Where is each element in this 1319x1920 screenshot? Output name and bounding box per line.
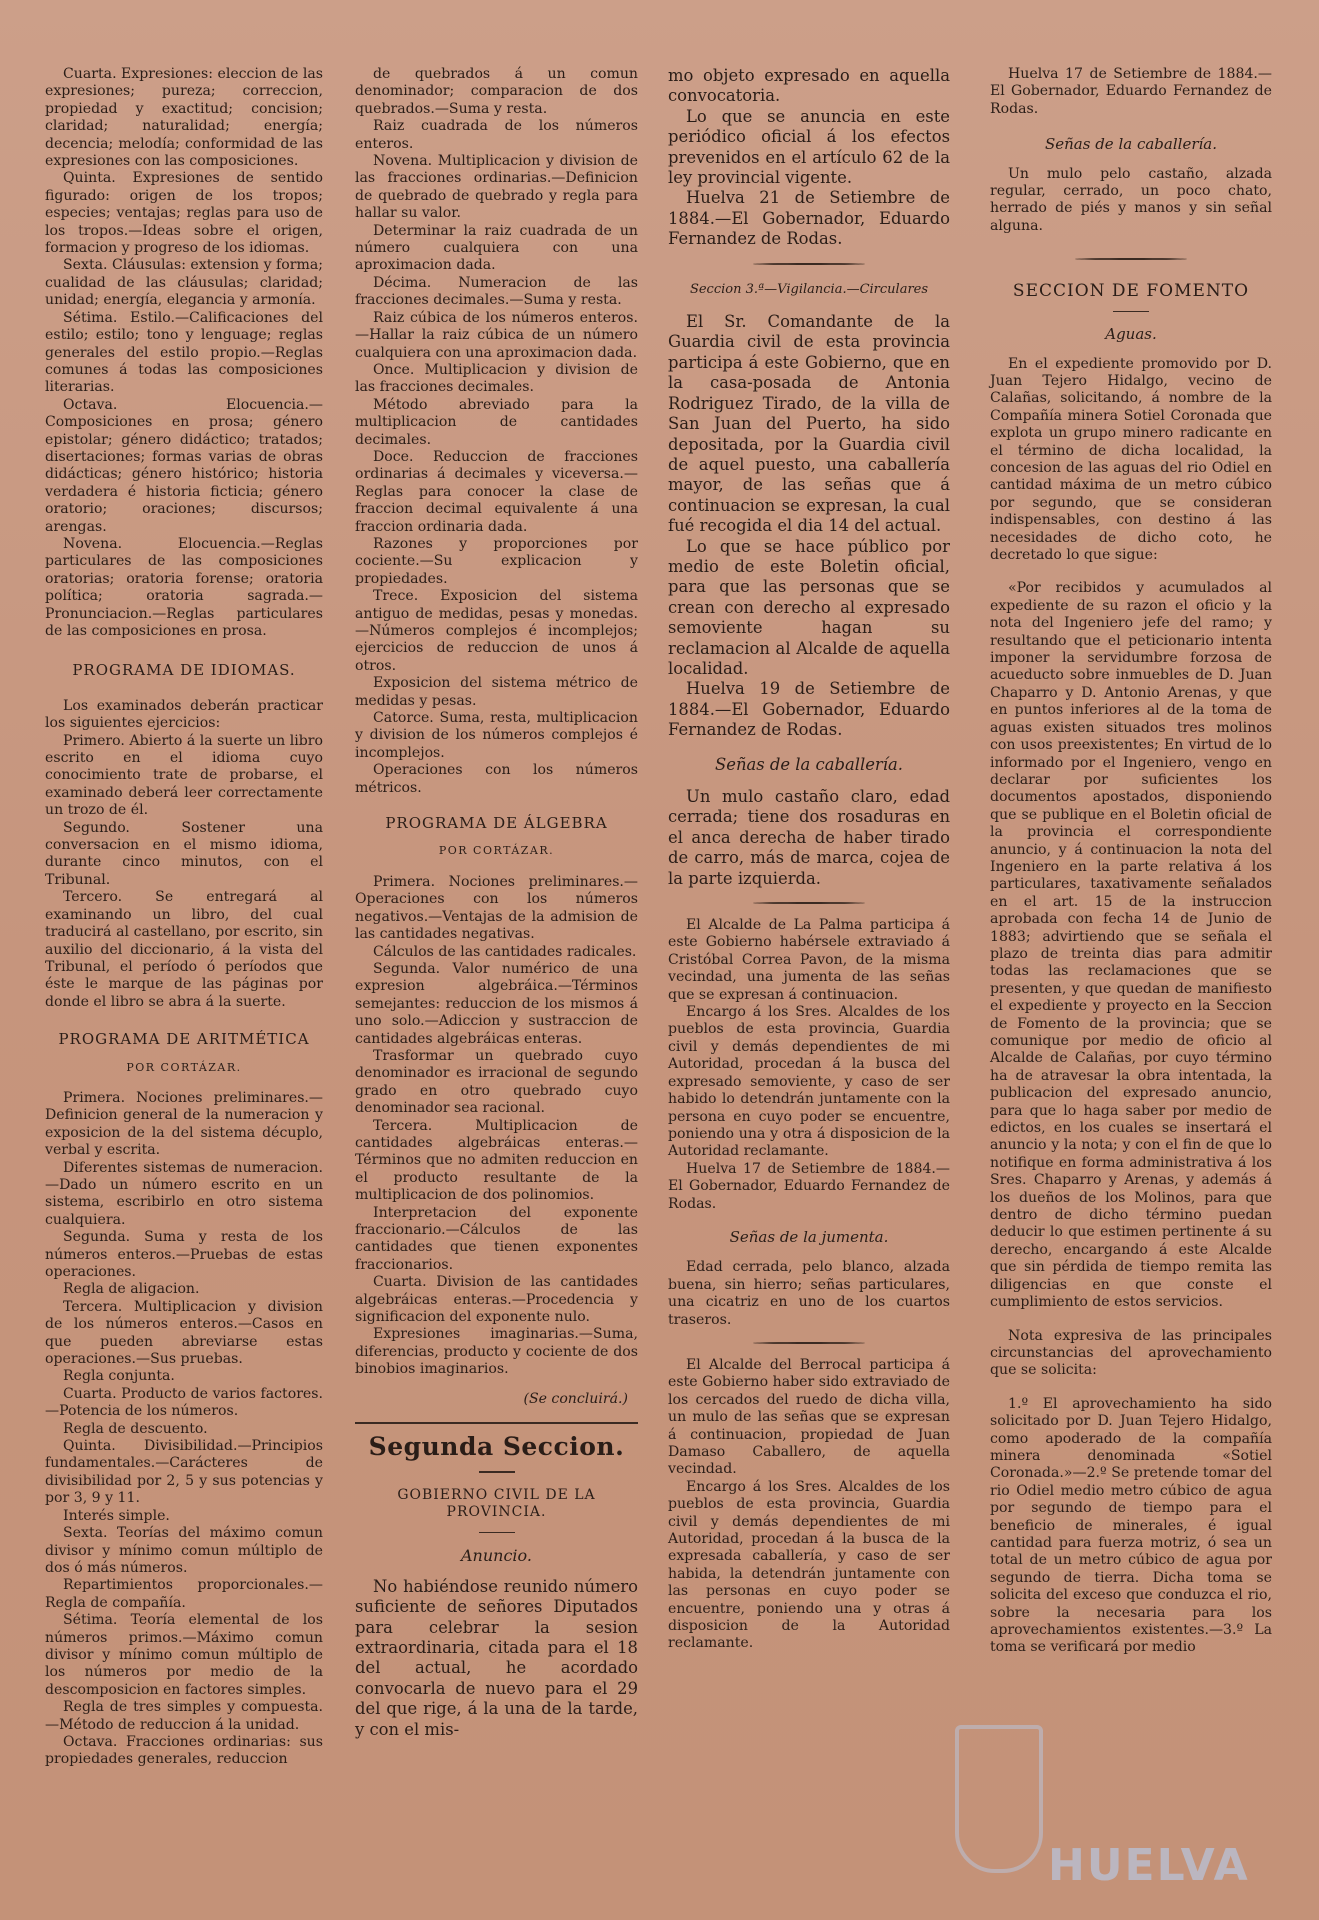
paragraph: En el expediente promovido por D. Juan Tejero Hidalgo, vecino de Calañas, solicitando, á nombre de la Compañía minera Sotiel Coronada que explota un grupo minero radicante en el término de dicha localidad, la concesion de las aguas del rio Odiel en cantidad máxima de un metro cúbico por segundo, que se consideran indispensables, con destino á las necesidades de dicho coto, he decretado lo que sigue: [990,355,1272,564]
paragraph: Cuarta. Producto de varios factores.—Potencia de los números. [45,1385,323,1420]
paragraph: Segundo. Sostener una conversacion en el mismo idioma, durante cinco minutos, con el Tribunal. [45,819,323,888]
description-heading: Señas de la jumenta. [729,1227,889,1246]
paragraph: Expresiones imaginarias.—Suma, diferencias, producto y cociente de dos binobios imaginarios. [355,1326,638,1378]
paragraph: Primera. Nociones preliminares.—Operaciones con los números negativos.—Ventajas de la admision de las cantidades negativas. [355,873,638,943]
paragraph: Sétima. Teoría elemental de los números primos.—Máximo comun divisor y mínimo comun múltiplo de los números por medio de la descomposicion en factores simples. [45,1612,323,1698]
section-heading-algebra: PROGRAMA DE ÁLGEBRA [385,814,608,833]
paragraph: Novena. Multiplicacion y division de las fracciones ordinarias.—Definicion de quebrado de quebrado y regla para hallar su valor. [355,153,638,222]
literature-program-list [45,66,323,640]
aritmetica-list [45,1090,323,1769]
subsection-heading-aguas: Aguas. [1105,325,1157,344]
paragraph: Repartimientos proporcionales.—Regla de compañía. [45,1577,323,1611]
paragraph: El Alcalde del Berrocal participa á este Gobierno haber sido extraviado de los cercados del ruedo de dicha villa, un mulo de las señas que se expresan á continuacion, propiedad de Juan Damaso Caballero, de aquella vecindad. [668,1356,950,1478]
column-1 [45,66,323,1769]
ornament-divider [668,258,950,270]
paragraph: Encargo á los Sres. Alcaldes de los pueblos de esta provincia, Guardia civil y demás dependientes de mi Autoridad, procedan á la busca de la expresada caballería, y caso de ser habida, la detendrán juntamente con las personas en cuyo poder se encuentre, poniendo una y otras á disposicion de la Autoridad reclamante. [668,1478,950,1652]
paragraph: Edad cerrada, pelo blanco, alzada buena, sin hierro; señas particulares, una cicatriz en uno de los cuartos traseros. [668,1259,950,1328]
paragraph: Lo que se anuncia en este periódico oficial á los efectos prevenidos en el artículo 62 de la ley provincial vigente. [668,106,950,188]
announcement-text: No habiéndose reunido número suficiente de señores Diputados para celebrar la sesion extraordinaria, citada para el 18 del actual, he acordado convocarla de nuevo para el 29 del que rige, á la una de la tarde, y con el mis- [355,1576,638,1739]
paragraph: Un mulo pelo castaño, alzada regular, cerrado, un poco chato, herrado de piés y manos y sin señal alguna. [990,165,1272,234]
paragraph: Lo que se hace público por medio de este Boletin oficial, para que las personas que se crean con derecho al expresado semoviente hagan su reclamacion al Alcalde de aquella localidad. [668,536,950,678]
aritmetica-list-continued [355,66,638,797]
ornament-divider [990,253,1272,265]
paragraph: Huelva 21 de Setiembre de 1884.—El Gobernador, Eduardo Fernandez de Rodas. [668,188,950,249]
divider [479,1471,515,1473]
paragraph: Huelva 17 de Setiembre de 1884.—El Gobernador, Eduardo Fernandez de Rodas. [990,66,1272,117]
paragraph: Catorce. Suma, resta, multiplicacion y division de los números complejos é incomplejos. [355,710,638,761]
paragraph: Sétima. Estilo.—Calificaciones del estilo; estilo; tono y lenguage; reglas generales del estilo propio.—Reglas comunes á todas las composiciones literarias. [45,309,323,396]
paragraph: El Sr. Comandante de la Guardia civil de esta provincia participa á este Gobierno, que en la casa-posada de Antonia Rodriguez Tirado, de la villa de San Juan del Puerto, ha sido depositada, por la Guardia civil de aquel puesto, una caballería mayor, de las señas que á continuacion se expresan, la cual fué recogida el dia 14 del actual. [668,312,950,536]
announcement-heading: Anuncio. [461,1546,532,1566]
watermark-shield-icon [955,1725,1043,1873]
paragraph: El Alcalde de La Palma participa á este Gobierno habérsele extraviado á Cristóbal Correa Pavon, de la misma vecindad, una jumenta de las señas que se expresan á continuacion. [668,917,950,1003]
column-4 [990,66,1272,1657]
paragraph: Tercero. Se entregará al examinando un libro, del cual traducirá al castellano, por escrito, sin auxilio del diccionario, á la vista del Tribunal, el período ó períodos que éste le marque de las páginas por donde el libro se abra á la suerte. [45,889,323,1010]
divider [1113,311,1149,313]
paragraph: Regla de tres simples y compuesta.—Método de reduccion á la unidad. [45,1699,323,1733]
paragraph: Segunda. Valor numérico de una expresion algebráica.—Términos semejantes: reduccion de los mismos á uno solo.—Adiccion y sustraccion de cantidades algebráicas enteras. [355,960,638,1047]
paragraph: Regla de aligacion. [63,1281,200,1298]
author-subheading: POR CORTÁZAR. [126,1060,242,1074]
paragraph: Primero. Abierto á la suerte un libro escrito en el idioma cuyo conocimiento trate de probarse, el examinado deberá leer correctamente un trozo de él. [45,732,323,819]
section-heading-aritmetica: PROGRAMA DE ARITMÉTICA [58,1030,310,1049]
section-heading-fomento: SECCION DE FOMENTO [1012,281,1250,302]
paragraph: Regla conjunta. [63,1368,175,1385]
paragraph: Huelva 17 de Setiembre de 1884.—El Gobernador, Eduardo Fernandez de Rodas. [668,1160,950,1212]
paragraph: Nota expresiva de las principales circunstancias del aprovechamiento que se solicita: [990,1327,1272,1379]
author-subheading: POR CORTÁZAR. [438,844,555,858]
paragraph: «Por recibidos y acumulados al expediente de su razon el oficio y la nota del Ingeniero jefe del ramo; y resultando que el peticionario intenta imponer la servidumbre forzosa de acueducto sobre inmuebles de D. Juan Chaparro y D. Antonio Arenas, y que en puntos inferiores al de la toma de aguas existen situados tres molinos con usos preexistentes; En virtud de lo informado por el Ingeniero, vengo en declarar por suficientes los documentos apostados, disponiendo que se publique en el Boletin oficial de la provincia el correspondiente anuncio, y á continuacion la nota del Ingeniero en la parte relativa á los particulares, taxativamente señalados en el art. 15 de la instruccion aprobada con fecha 14 de Junio de 1883; advirtiendo que se señala el plazo de treinta dias para admitir todas las reclamaciones que se presenten, y que quedan de manifiesto el expediente y proyecto en la Seccion de Fomento de la provincia; que se comunique por medio de oficio al Alcalde de Calañas, por cuyo término ha de atravesar la obra intentada, la publicacion del expresado anuncio, para que lo haga saber por medio de edictos, en los cuales se insertará el anuncio y la nota; y con el fin de que lo notifique en forma administrativa á los Sres. Chaparro y Arenas, y además á los dueños de los Molinos, para que dentro de dicho término puedan deducir lo que estimen pertinente á su derecho, encargando á este Alcalde que sin pérdida de tiempo remita las diligencias en que conste el cumplimiento de estos servicios. [990,580,1272,1311]
paragraph: Raiz cuadrada de los números enteros. [355,118,638,152]
paragraph: Novena. Elocuencia.—Reglas particulares de las composiciones oratorias; oratoria forense; oratoria política; oratoria sagrada.—Pronunciacion.—Reglas particulares de las composiciones en prosa. [45,535,323,639]
paragraph: Trece. Exposicion del sistema antiguo de medidas, pesas y monedas.—Números complejos é incomplejos; ejercicios de reduccion de unos á otros. [355,588,638,674]
paragraph: Trasformar un quebrado cuyo denominador es irracional de segundo grado en otro quebrado cuyo denominador sea racional. [355,1047,638,1117]
ornament-divider [668,1337,950,1349]
algebra-list [355,874,638,1379]
paragraph: Exposicion del sistema métrico de medidas y pesas. [355,675,638,709]
section-heading-vigilancia: Seccion 3.ª—Vigilancia.—Circulares [689,281,929,297]
paragraph: Tercera. Multiplicacion y division de los números enteros.—Casos en que pueden abreviarse estas operaciones.—Sus pruebas. [45,1298,323,1368]
section-title: Segunda Seccion. [368,1432,625,1462]
paragraph: Un mulo castaño claro, edad cerrada; tiene dos rosaduras en el anca derecha de haber tirado de carro, más de marca, cojea de la parte izquierda. [668,787,950,888]
paragraph: Doce. Reduccion de fracciones ordinarias á decimales y viceversa.—Reglas para conocer la clase de fraccion decimal equivalente á una fraccion ordinaria dada. [355,448,638,535]
paragraph: Diferentes sistemas de numeracion.—Dado un número escrito en un sistema, escribirlo en otro sistema cualquiera. [45,1159,323,1228]
paragraph: Quinta. Divisibilidad.—Principios fundamentales.—Carácteres de divisibilidad por 2, 5 y sus potencias y por 3, 9 y 11. [45,1438,323,1507]
section-heading-idiomas: PROGRAMA DE IDIOMAS. [72,661,296,680]
paragraph: Raiz cúbica de los números enteros.—Hallar la raiz cúbica de un número cualquiera con una aproximacion dada. [355,309,638,361]
paragraph: mo objeto expresado en aquella convocatoria. [668,66,950,106]
divider [479,1532,515,1534]
description-heading: Señas de la caballería. [715,754,903,774]
paragraph: Tercera. Multiplicacion de cantidades algebráicas enteras.—Términos que no admiten reduccion en el producto resultante de la multiplicacion de dos polinomios. [355,1117,638,1204]
to-be-continued-note: (Se concluirá.) [523,1390,628,1407]
paragraph: Cuarta. Division de las cantidades algebráicas enteras.—Procedencia y significacion del exponente nulo. [355,1274,638,1326]
column-3 [668,66,950,1653]
paragraph: de quebrados á un comun denominador; comparacion de dos quebrados.—Suma y resta. [355,66,638,117]
paragraph: Encargo á los Sres. Alcaldes de los pueblos de esta provincia, Guardia civil y demás dependientes de mi Autoridad, procedan á la busca del expresado semoviente, y caso de ser habido lo detendrán juntamente con la persona en cuyo poder se encuentre, poniendo una y otra á disposicion de la Autoridad reclamante. [668,1004,950,1160]
government-heading: GOBIERNO CIVIL DE LA PROVINCIA. [397,1486,596,1521]
paragraph: Octava. Elocuencia.—Composiciones en prosa; género epistolar; género didáctico; tratados; disertaciones; formas varias de obras didácticas; género histórico; historia verdadera é historia ficticia; género oratorio; oraciones; discursos; arengas. [45,396,323,535]
paragraph: Primera. Nociones preliminares.—Definicion general de la numeracion y exposicion de la del sistema décuplo, verbal y escrita. [45,1089,323,1159]
paragraph: Huelva 19 de Setiembre de 1884.—El Gobernador, Eduardo Fernandez de Rodas. [668,679,950,740]
section-divider [355,1422,638,1424]
watermark-text: HUELVA [1048,1840,1250,1891]
paragraph: Décima. Numeracion de las fracciones decimales.—Suma y resta. [355,274,638,309]
paragraph: 1.º El aprovechamiento ha sido solicitado por D. Juan Tejero Hidalgo, como apoderado de la compañía minera denominada «Sotiel Coronada.»—2.º Se pretende tomar del rio Odiel medio metro cúbico de agua por segundo de tiempo para el beneficio de minerales, é igual cantidad para fuerza motriz, ó sea un total de un metro cúbico de agua por segundo de tierra. Dicha toma se solicita del exceso que conduzca el rio, sobre la necesaria para los aprovechamientos existentes.—3.º La toma se verificará por medio [990,1395,1272,1656]
paragraph: Quinta. Expresiones de sentido figurado: origen de los tropos; especies; ventajas; reglas para uso de los tropos.—Ideas sobre el origen, formacion y progreso de los idiomas. [45,170,323,257]
paragraph: Operaciones con los números métricos. [355,762,638,796]
paragraph: Interpretacion del exponente fraccionario.—Cálculos de las cantidades que tienen exponentes fraccionarios. [355,1204,638,1273]
column-2 [355,66,638,1740]
paragraph: Interés simple. [63,1507,170,1524]
idiomas-list [45,698,323,1011]
paragraph: Segunda. Suma y resta de los números enteros.—Pruebas de estas operaciones. [45,1229,323,1280]
paragraph: Sexta. Cláusulas: extension y forma; cualidad de las cláusulas; claridad; unidad; energía, elegancia y armonía. [45,257,323,309]
paragraph: Sexta. Teorías del máximo comun divisor y mínimo comun múltiplo de dos ó más números. [45,1525,323,1576]
ornament-divider [668,897,950,909]
paragraph: Razones y proporciones por cociente.—Su explicacion y propiedades. [355,535,638,587]
description-heading: Señas de la caballería. [1044,135,1218,154]
paragraph: Octava. Fracciones ordinarias: sus propiedades generales, reduccion [45,1733,323,1768]
paragraph: Cálculos de las cantidades radicales. [373,943,637,960]
paragraph: Determinar la raiz cuadrada de un número cualquiera con una aproximacion dada. [355,222,638,274]
paragraph: Once. Multiplicacion y division de las fracciones decimales. [355,361,638,396]
paragraph: Los examinados deberán practicar los siguientes ejercicios: [45,697,323,732]
paragraph: Regla de descuento. [63,1420,208,1437]
paragraph: Método abreviado para la multiplicacion de cantidades decimales. [355,396,638,448]
paragraph: Cuarta. Expresiones: eleccion de las expresiones; pureza; correccion, propiedad y exactitud; concision; claridad; naturalidad; energía; decencia; melodía; conformidad de las expresiones con las composiciones. [45,66,323,170]
